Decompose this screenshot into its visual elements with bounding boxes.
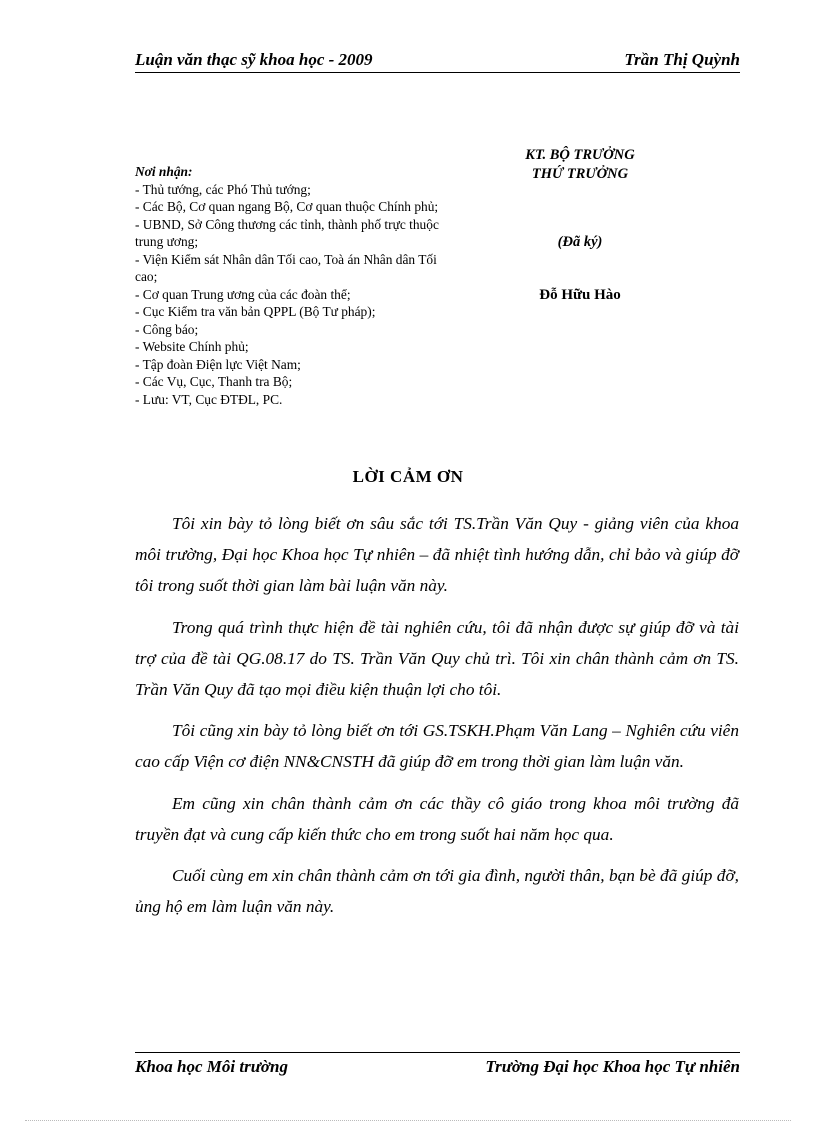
signature-block: [490, 146, 670, 304]
recipient-item: - Cơ quan Trung ương của các đoàn thể;: [135, 286, 351, 302]
acknowledgement-paragraph: Cuối cùng em xin chân thành cảm ơn tới gia đình, người thân, bạn bè đã giúp đỡ, ủng hộ em làm luận văn này.: [135, 866, 739, 917]
signature-position-line1: KT. BỘ TRƯỞNG: [525, 147, 635, 163]
page-header: [135, 50, 740, 73]
page-footer: [135, 1052, 740, 1075]
recipient-item: - Thủ tướng, các Phó Thủ tướng;: [135, 181, 311, 197]
acknowledgement-paragraph: Tôi cũng xin bày tỏ lòng biết ơn tới GS.TSKH.Phạm Văn Lang – Nghiên cứu viên cao cấp Viện cơ điện NN&CNSTH đã giúp đỡ em trong thời gian làm luận văn.: [135, 721, 739, 772]
acknowledgement-heading: LỜI CẢM ƠN: [352, 467, 464, 486]
signature-signed-note: (Đã ký): [557, 234, 603, 250]
recipient-item: - Tập đoàn Điện lực Việt Nam;: [135, 356, 301, 372]
signature-position-line2: THỨ TRƯỞNG: [531, 166, 629, 182]
header-thesis-title: Luận văn thạc sỹ khoa học - 2009: [135, 50, 373, 69]
acknowledgement-paragraph: Em cũng xin chân thành cảm ơn các thầy cô giáo trong khoa môi trường đã truyền đạt và cung cấp kiến thức cho em trong suốt hai năm học qua.: [135, 793, 739, 844]
recipients-title: Nơi nhận:: [135, 164, 193, 179]
page-boundary-divider: [25, 1120, 791, 1121]
recipient-item: - Các Bộ, Cơ quan ngang Bộ, Cơ quan thuộc Chính phủ;: [135, 199, 439, 214]
footer-university: Trường Đại học Khoa học Tự nhiên: [485, 1057, 740, 1076]
recipient-item: - Các Vụ, Cục, Thanh tra Bộ;: [135, 374, 293, 389]
recipient-item: - UBND, Sở Công thương các tỉnh, thành phố trực thuộc trung ương;: [135, 216, 439, 249]
footer-department: Khoa học Môi trường: [135, 1057, 288, 1076]
recipients-block: [135, 163, 445, 408]
acknowledgement-paragraph: Tôi xin bày tỏ lòng biết ơn sâu sắc tới TS.Trần Văn Quy - giảng viên của khoa môi trường, Đại học Khoa học Tự nhiên – đã nhiệt tình hướng dẫn, chỉ bảo và giúp đỡ tôi trong suốt thời gian làm bài luận văn này.: [135, 514, 739, 596]
recipient-item: - Công báo;: [135, 321, 199, 337]
header-author: Trần Thị Quỳnh: [624, 50, 740, 69]
recipient-item: - Viện Kiểm sát Nhân dân Tối cao, Toà án Nhân dân Tối cao;: [135, 251, 437, 284]
acknowledgement-body: [135, 508, 739, 932]
signer-name: Đỗ Hữu Hào: [539, 287, 621, 303]
acknowledgement-paragraph: Trong quá trình thực hiện đề tài nghiên cứu, tôi đã nhận được sự giúp đỡ và tài trợ của đề tài QG.08.17 do TS. Trần Văn Quy chủ trì. Tôi xin chân thành cảm ơn TS. Trần Văn Quy đã tạo mọi điều kiện thuận lợi cho tôi.: [135, 617, 739, 700]
recipient-item: - Lưu: VT, Cục ĐTĐL, PC.: [135, 391, 283, 407]
recipient-item: - Website Chính phủ;: [135, 339, 249, 354]
recipient-item: - Cục Kiểm tra văn bản QPPL (Bộ Tư pháp);: [135, 304, 376, 319]
